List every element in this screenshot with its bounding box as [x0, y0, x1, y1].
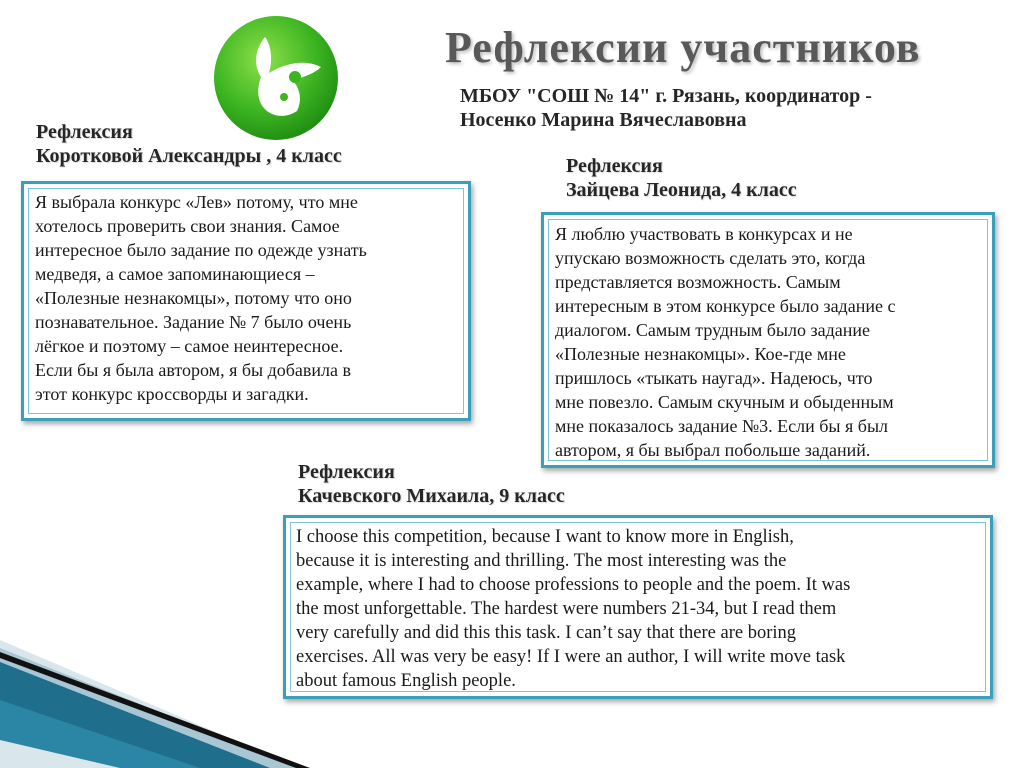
reflection-text-2: [555, 222, 895, 462]
heading-line: Рефлексия: [36, 121, 133, 143]
text-line: very carefully and did this this task. I can’t say that there are boring: [296, 623, 797, 643]
text-line: хотелось проверить свои знания. Самое: [35, 216, 340, 236]
text-line: интересное было задание по одежде узнать: [35, 240, 367, 260]
reflection-text-1: [35, 190, 367, 406]
reflection-heading-2: [566, 154, 797, 202]
text-line: этот конкурс кроссворды и загадки.: [35, 384, 309, 404]
reflection-heading-1: [36, 120, 342, 168]
reflection-card-1: [21, 181, 471, 421]
page-title: Рефлексии участников: [445, 23, 921, 72]
text-line: интересным в этом конкурсе было задание с: [555, 296, 896, 316]
subtitle-line: МБОУ "СОШ № 14" г. Рязань, координатор -: [460, 85, 872, 107]
text-line: пришлось «тыкать наугад». Надеюсь, что: [555, 368, 873, 388]
text-line: познавательное. Задание № 7 было очень: [35, 312, 352, 332]
reflection-text-3: [296, 525, 850, 693]
heading-line: Качевского Михаила, 9 класс: [298, 485, 565, 507]
heading-line: Рефлексия: [566, 155, 663, 177]
text-line: Если бы я была автором, я бы добавила в: [35, 360, 352, 380]
text-line: exercises. All was very be easy! If I were an author, I will write move task: [296, 647, 846, 667]
heading-line: Зайцева Леонида, 4 класс: [566, 179, 797, 201]
text-line: Я выбрала конкурс «Лев» потому, что мне: [35, 192, 358, 212]
heading-line: Коротковой Александры , 4 класс: [36, 145, 342, 167]
heading-line: Рефлексия: [298, 461, 395, 483]
text-line: автором, я бы выбрал побольше заданий.: [555, 440, 871, 460]
text-line: because it is interesting and thrilling. The most interesting was the: [296, 551, 787, 571]
text-line: «Полезные незнакомцы», потому что оно: [35, 288, 352, 308]
text-line: мне показалось задание №3. Если бы я был: [555, 416, 889, 436]
reflection-heading-3: [298, 460, 565, 508]
reflection-card-2: [541, 212, 995, 468]
text-line: Я люблю участвовать в конкурсах и не: [555, 224, 853, 244]
text-line: «Полезные незнакомцы». Кое-где мне: [555, 344, 846, 364]
reflection-card-3: [283, 515, 993, 699]
page-subtitle: [460, 84, 872, 132]
text-line: медведя, а самое запоминающиеся –: [35, 264, 315, 284]
text-line: I choose this competition, because I want to know more in English,: [296, 527, 794, 547]
text-line: представляется возможность. Самым: [555, 272, 841, 292]
text-line: example, where I had to choose professions to people and the poem. It was: [296, 575, 851, 595]
text-line: мне повезло. Самым скучным и обыденным: [555, 392, 894, 412]
subtitle-line: Носенко Марина Вячеславовна: [460, 109, 747, 131]
text-line: the most unforgettable. The hardest were numbers 21-34, but I read them: [296, 599, 837, 619]
text-line: about famous English people.: [296, 671, 516, 691]
text-line: лёгкое и поэтому – самое неинтересное.: [35, 336, 344, 356]
text-line: упускаю возможность сделать это, когда: [555, 248, 866, 268]
text-line: диалогом. Самым трудным было задание: [555, 320, 870, 340]
